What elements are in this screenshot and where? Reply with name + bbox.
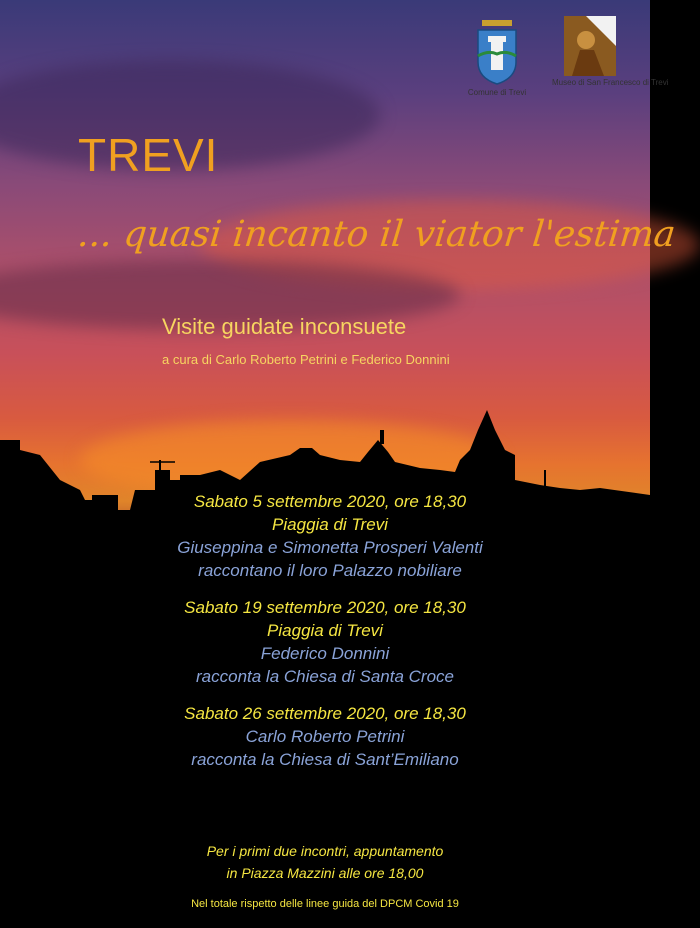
event-speaker: Federico Donnini: [260, 644, 390, 663]
event-speaker: Giuseppina e Simonetta Prosperi Valenti: [177, 538, 483, 557]
event-topic: raccontano il loro Palazzo nobiliare: [198, 561, 462, 580]
event-date: Sabato 19 settembre 2020, ore 18,30: [184, 598, 466, 617]
event-item: [0, 702, 650, 771]
poster-subtitle: ... quasi incanto il viator l'estima: [75, 214, 678, 255]
covid-note: Nel totale rispetto delle linee guida del DPCM Covid 19: [191, 898, 459, 910]
event-topic: racconta la Chiesa di Santa Croce: [196, 667, 454, 686]
meeting-note: [0, 840, 650, 884]
museo-label: Museo di San Francesco di Trevi: [552, 78, 669, 87]
event-place: Piaggia di Trevi: [272, 515, 388, 534]
comune-label: Comune di Trevi: [467, 88, 527, 97]
event-place: Piaggia di Trevi: [267, 621, 383, 640]
meeting-note-line2: in Piazza Mazzini alle ore 18,00: [226, 865, 424, 881]
coat-of-arms-icon: [474, 16, 520, 86]
painting-icon: [564, 16, 616, 76]
event-list: [0, 490, 650, 785]
museo-logo: [552, 16, 669, 87]
curators-line: a cura di Carlo Roberto Petrini e Federico Donnini: [162, 352, 450, 367]
event-speaker: Carlo Roberto Petrini: [245, 727, 405, 746]
event-topic: racconta la Chiesa di Sant’Emiliano: [191, 750, 459, 769]
comune-logo: [466, 16, 528, 97]
tour-heading: Visite guidate inconsuete: [162, 314, 407, 339]
event-date: Sabato 5 settembre 2020, ore 18,30: [193, 492, 467, 511]
event-date: Sabato 26 settembre 2020, ore 18,30: [184, 704, 466, 723]
event-item: [0, 596, 650, 688]
event-item: [10, 490, 650, 582]
poster-title: TREVI: [78, 129, 219, 181]
meeting-note-line1: Per i primi due incontri, appuntamento: [206, 843, 444, 859]
